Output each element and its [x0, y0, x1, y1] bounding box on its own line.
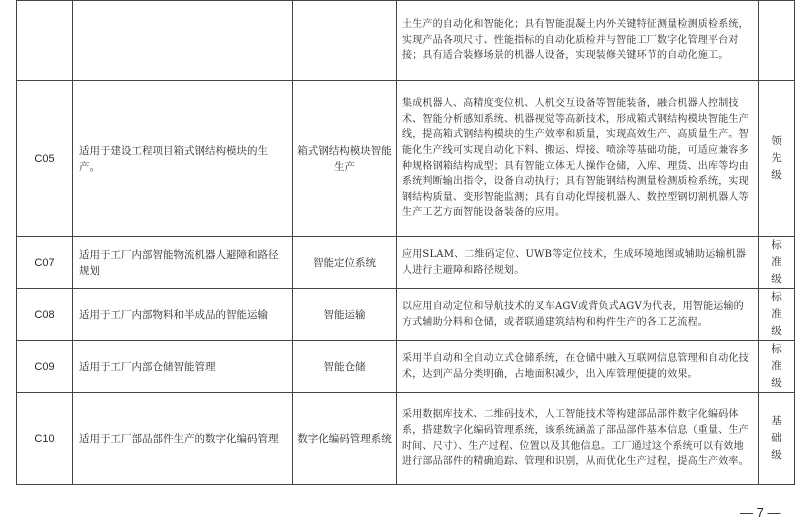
row-code — [17, 1, 73, 81]
row-name: 智能定位系统 — [293, 237, 397, 289]
table-row — [17, 81, 795, 237]
row-level: 基础级 — [771, 415, 782, 461]
row-description: 应用SLAM、二维码定位、UWB等定位技术，生成环境地图或辅助运输机器人进行主避障和路径规划。 — [397, 237, 759, 289]
row-code: C08 — [17, 289, 73, 341]
row-scope: 适用于工厂内部智能物流机器人避障和路径规划 — [73, 237, 293, 289]
table-row — [17, 393, 795, 485]
row-description: 集成机器人、高精度变位机、人机交互设备等智能装备，融合机器人控制技术、智能分析感知系统、机器视觉等高新技术，形成箱式钢结构模块智能生产线，提高箱式钢结构模块的生产效率和质量，实现高效生产、高质量生产。智能化生产线可实现自动化下料、搬运、焊接、喷涂等基础功能，可适应兼容多种规格钢箱结构成型；具有智能立体无人操作仓储，入库、理货、出库等均由系统判断输出指令，设备自动执行；具有智能钢结构测量检测质检系统，实现钢结构质量、变形智能监测；具有自动化焊接机器人、数控型钢切割机器人等生产工艺方面智能设备装备的应用。 — [397, 81, 759, 237]
row-code: C09 — [17, 341, 73, 393]
row-scope: 适用于建设工程项目箱式钢结构模块的生产。 — [73, 81, 293, 237]
row-name: 箱式钢结构模块智能生产 — [293, 81, 397, 237]
row-code: C05 — [17, 81, 73, 237]
row-level: 标准级 — [771, 291, 782, 337]
row-name: 智能运输 — [293, 289, 397, 341]
row-scope: 适用于工厂部品部件生产的数字化编码管理 — [73, 393, 293, 485]
table-row — [17, 289, 795, 341]
row-description: 采用半自动和全自动立式仓储系统，在仓储中融入互联网信息管理和自动化技术，达到产品分类明确，占地面积减少，出入库管理便捷的效果。 — [397, 341, 759, 393]
row-description: 以应用自动定位和导航技术的叉车AGV或背负式AGV为代表，用智能运输的方式辅助分料和仓储，或者联通建筑结构和构件生产的各工艺流程。 — [397, 289, 759, 341]
page-number: — 7 — — [740, 505, 781, 520]
table-row — [17, 237, 795, 289]
row-level: 标准级 — [771, 239, 782, 285]
table-row — [17, 1, 795, 81]
row-scope: 适用于工厂内部物料和半成品的智能运输 — [73, 289, 293, 341]
row-name — [293, 1, 397, 81]
row-name: 数字化编码管理系统 — [293, 393, 397, 485]
row-description: 土生产的自动化和智能化；具有智能混凝土内外关键特征测量检测质检系统，实现产品各项尺寸、性能指标的自动化质检并与智能工厂数字化管理平台对接；具有适合装修场景的机器人设备，实现装修关键环节的自动化施工。 — [397, 1, 759, 81]
row-scope — [73, 1, 293, 81]
spec-table — [16, 0, 795, 485]
row-scope: 适用于工厂内部仓储智能管理 — [73, 341, 293, 393]
row-description: 采用数据库技术、二维码技术，人工智能技术等构建部品部件数字化编码体系，搭建数字化编码管理系统，该系统涵盖了部品部件基本信息（重量、生产时间、尺寸）、生产过程、位置以及其他信息。工厂通过这个系统可以有效地进行部品部件的精确追踪、管理和识别，从而优化生产过程，提高生产效率。 — [397, 393, 759, 485]
row-code: C10 — [17, 393, 73, 485]
row-level: 标准级 — [771, 343, 782, 389]
table-row — [17, 341, 795, 393]
row-name: 智能仓储 — [293, 341, 397, 393]
row-level: 领先级 — [771, 135, 782, 181]
row-code: C07 — [17, 237, 73, 289]
